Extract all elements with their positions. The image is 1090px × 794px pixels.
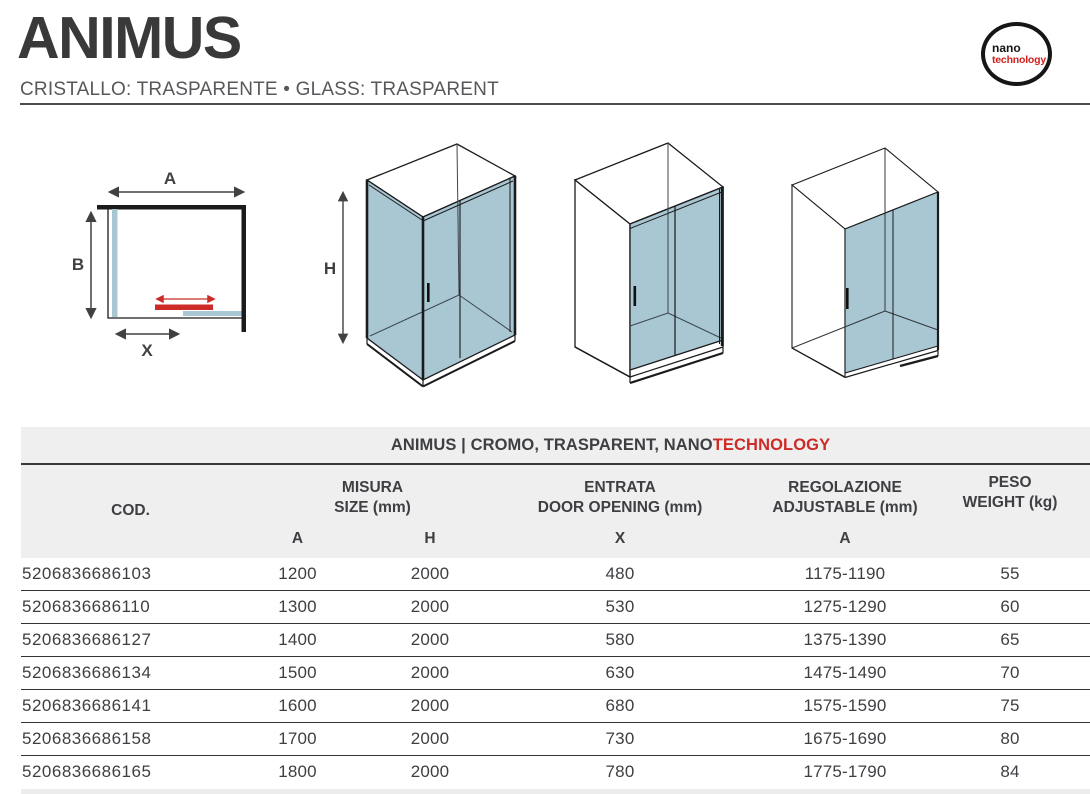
cell-peso: 65: [1000, 630, 1020, 649]
cell-peso: 84: [1000, 762, 1020, 781]
cell-peso: 70: [1000, 663, 1020, 682]
dim-label-x: X: [141, 341, 153, 360]
table-row: [21, 656, 1090, 689]
cell-h: 2000: [410, 663, 450, 682]
spec-table: [0, 427, 1090, 794]
glass-fixed-panel: [112, 209, 118, 317]
cell-x: 480: [605, 564, 635, 583]
misura-line1: MISURA: [341, 479, 404, 496]
cell-a: 1800: [278, 762, 317, 781]
logo-line1: nano: [992, 40, 1021, 55]
door-handle: [427, 283, 430, 302]
cell-cod: 5206836686165: [22, 762, 152, 781]
cell-peso: 60: [1000, 597, 1020, 616]
cell-a: 1600: [278, 696, 317, 715]
cell-adjustable: 1475-1490: [803, 663, 887, 682]
cell-h: 2000: [410, 762, 450, 781]
col-header-regolazione: [735, 465, 955, 529]
diagram-iso-open: [780, 140, 960, 385]
table-body: [21, 558, 1090, 788]
dim-label-b: B: [71, 255, 85, 274]
cell-adjustable: 1175-1190: [804, 564, 886, 583]
sub-header-a2: A: [839, 530, 851, 547]
cell-h: 2000: [410, 630, 450, 649]
peso-line1: PESO: [988, 474, 1032, 491]
table-title-highlight: TECHNOLOGY: [712, 436, 831, 454]
cell-x: 580: [605, 630, 635, 649]
regolazione-line2: ADJUSTABLE (mm): [772, 499, 918, 517]
cell-x: 780: [605, 762, 635, 781]
table-title: [21, 427, 1090, 465]
cell-h: 2000: [410, 729, 450, 748]
sliding-door-red: [155, 305, 213, 311]
cell-adjustable: 1675-1690: [803, 729, 887, 748]
logo-line2: technology: [992, 53, 1047, 66]
glass-fixed-panel-bottom: [183, 311, 242, 316]
entrata-line1: ENTRATA: [584, 479, 656, 496]
regolazione-line1: REGOLAZIONE: [788, 479, 902, 496]
cell-peso: 55: [1000, 564, 1020, 583]
cell-cod: 5206836686103: [22, 564, 152, 583]
col-header-entrata: [505, 465, 735, 529]
sub-header-h: H: [424, 530, 436, 547]
table-row: [21, 689, 1090, 722]
cell-x: 730: [605, 729, 635, 748]
cell-h: 2000: [410, 564, 450, 583]
peso-line2: WEIGHT (kg): [962, 494, 1058, 512]
page-title: ANIMUS: [17, 5, 241, 71]
cell-x: 680: [605, 696, 635, 715]
cell-cod: 5206836686127: [22, 630, 152, 649]
header-divider: [20, 103, 1090, 105]
table-row: [21, 755, 1090, 788]
dim-label-h: H: [323, 259, 337, 278]
table-row: [21, 722, 1090, 755]
table-row: [21, 623, 1090, 656]
cell-cod: 5206836686110: [22, 597, 151, 616]
diagram-iso-corner: [310, 140, 530, 390]
cell-adjustable: 1375-1390: [803, 630, 887, 649]
cell-x: 630: [605, 663, 635, 682]
table-row: [21, 590, 1090, 623]
page-subtitle: CRISTALLO: TRASPARENTE • GLASS: TRASPARENT: [20, 79, 499, 100]
cell-cod: 5206836686134: [22, 663, 152, 682]
cell-cod: 5206836686141: [22, 696, 152, 715]
sub-header-a: A: [291, 530, 304, 547]
cell-peso: 75: [1000, 696, 1020, 715]
cell-a: 1400: [278, 630, 317, 649]
diagram-iso-front: [560, 140, 760, 390]
cell-x: 530: [605, 597, 635, 616]
table-row: [21, 558, 1090, 590]
cell-h: 2000: [410, 696, 450, 715]
cell-a: 1200: [278, 564, 317, 583]
door-handle: [846, 288, 849, 309]
table-title-prefix: ANIMUS | CROMO, TRASPARENT, NANO: [390, 436, 713, 454]
bottom-strip: [21, 789, 1090, 794]
cell-cod: 5206836686158: [22, 729, 152, 748]
col-header-peso: [955, 465, 1065, 529]
col-header-cod: COD.: [111, 502, 150, 520]
cell-peso: 80: [1000, 729, 1020, 748]
cell-a: 1500: [278, 663, 317, 682]
dim-label-a: A: [163, 169, 177, 188]
cell-h: 2000: [410, 597, 450, 616]
door-handle: [634, 286, 637, 306]
cell-a: 1700: [278, 729, 317, 748]
cell-adjustable: 1275-1290: [803, 597, 887, 616]
misura-line2: SIZE (mm): [334, 499, 411, 517]
col-header-misura: [240, 465, 505, 529]
cell-adjustable: 1575-1590: [803, 696, 887, 715]
cell-adjustable: 1775-1790: [803, 762, 887, 781]
entrata-line2: DOOR OPENING (mm): [537, 499, 703, 517]
diagram-top-view: [70, 148, 270, 368]
nano-technology-logo: [981, 22, 1052, 86]
table-header: [21, 465, 1090, 558]
sub-header-x: X: [614, 530, 626, 547]
cell-a: 1300: [278, 597, 317, 616]
